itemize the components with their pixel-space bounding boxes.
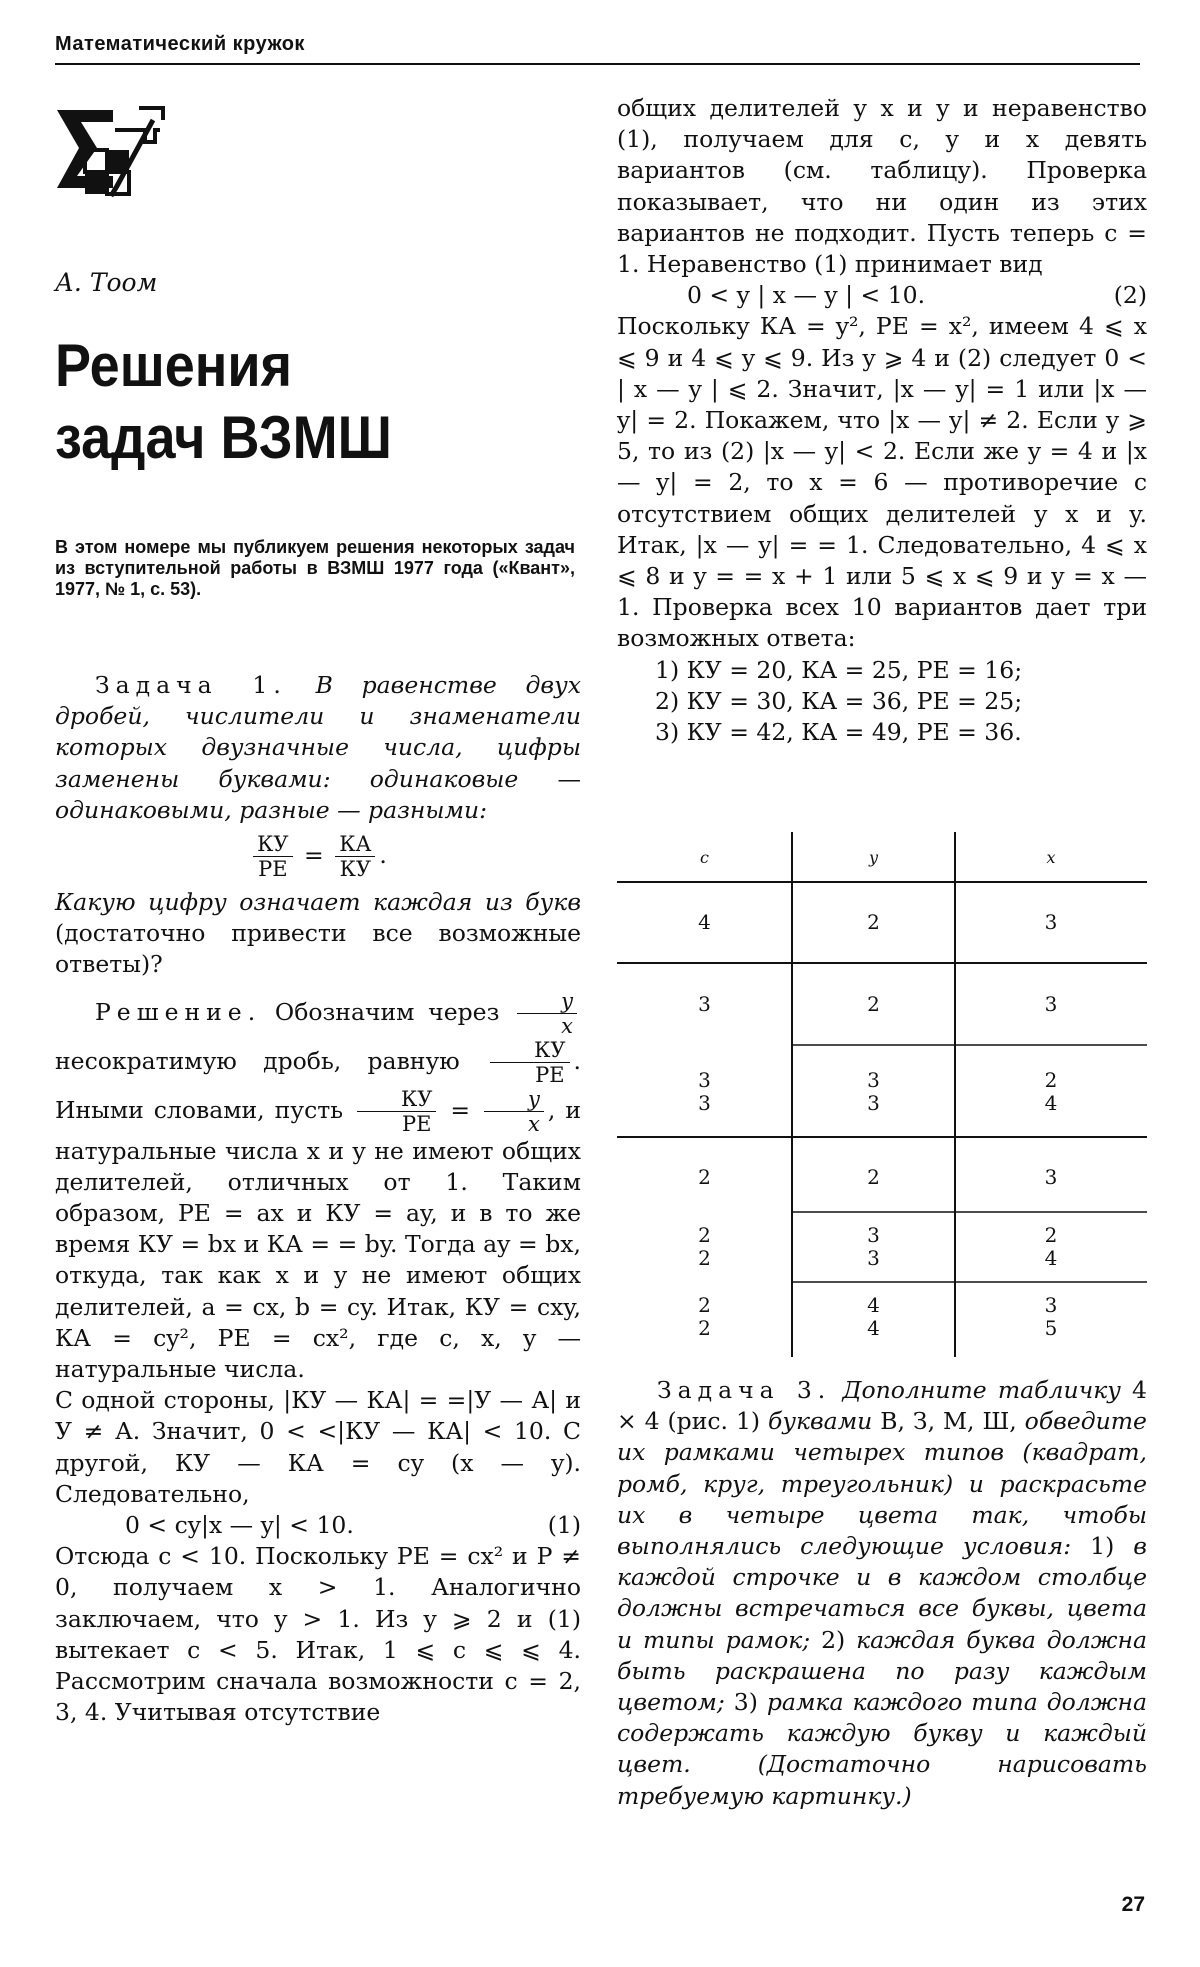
table-cell-c: 3 3 xyxy=(698,1068,711,1115)
author: А. Тоом xyxy=(55,268,158,297)
task1-text: В равенстве двух дробей, числители и знаменатели которых двузначные числа, цифры заменены буквами: одинаковые — одинаковыми, разные — разными: xyxy=(55,671,581,824)
table-cell-c: 4 xyxy=(698,909,711,934)
table-cell-y: 2 xyxy=(867,909,880,934)
task1-equation: КУ РЕ = КА КУ . xyxy=(55,832,581,881)
fraction-ku-re: КУ РЕ xyxy=(253,832,292,881)
equation-1: 0 < cy|x — y| < 10. (1) xyxy=(125,1511,581,1540)
table-header-c: c xyxy=(700,848,709,867)
table-cell-c: 2 2 xyxy=(698,1293,711,1340)
fraction-y-x-2: $\frac{y}{x}$ xyxy=(484,1087,544,1136)
table-cell-y: 4 4 xyxy=(867,1293,880,1340)
section-header: Математический кружок xyxy=(55,33,305,55)
table-cell-x: 2 4 xyxy=(1044,1223,1058,1270)
fraction-y-x: $\frac{y}{x}$ xyxy=(517,989,577,1038)
task1-question: Какую цифру означает каждая из букв (достаточно привести все возможные ответы)? xyxy=(55,888,581,979)
table-cell-c: 3 xyxy=(698,991,711,1016)
fraction-ku-re-3: КУ РЕ xyxy=(357,1087,436,1136)
right-p1: общих делителей у x и y и неравенство (1), получаем для c, y и x девять вариантов (см. таблицу). Проверка показывает, что ни один из этих вариантов не подходит. Пусть теперь c = 1. Неравенство (1) принимает вид xyxy=(617,94,1147,279)
right-column xyxy=(617,93,1147,748)
equation-2: 0 < y | x — y | < 10. (2) xyxy=(687,281,1147,310)
vzmsh-logo-icon xyxy=(55,100,165,200)
table-cell-x: 3 xyxy=(1044,909,1058,934)
table-cell-y: 3 3 xyxy=(867,1223,880,1270)
task1-label: Задача 1. xyxy=(95,671,287,699)
solution-p1: Решение. Обозначим через $\frac{y}{x}$ несократимую дробь, равную КУ РЕ . Иными словами, пусть КУ РЕ = $\frac{y}{x}$ , и натуральные числа x и y не имеют общих делителей, отличных от 1. Таким образом, РЕ = ax и КУ = ay, и в то же время КУ = bx и КА = = by. Тогда ay = bx, откуда, так как x и y не имеют общих делителей, a = cx, b = cy. Итак, КУ = cxy, КА = cy², РЕ = cx², где c, x, y — натуральные числа. xyxy=(55,988,581,1384)
solution-p3: Отсюда c < 10. Поскольку РЕ = cx² и Р ≠ 0, получаем x > 1. Аналогично заключаем, что y > 1. Из y ⩾ 2 и (1) вытекает c < 5. Итак, 1 ⩽ c ⩽ ⩽ 4. Рассмотрим сначала возможности c = 2, 3, 4. Учитывая отсутствие xyxy=(55,1542,581,1727)
answer-1: 1) КУ = 20, КА = 25, РЕ = 16; xyxy=(655,655,1023,684)
solution-p2: С одной стороны, |КУ — КА| = =|У — А| и У ≠ А. Значит, 0 < <|КУ — КА| < 10. С другой, КУ — КА = cy (x — y). Следовательно, xyxy=(55,1386,581,1508)
table-cell-y: 3 3 xyxy=(867,1068,880,1115)
solution-label: Решение. xyxy=(95,997,262,1026)
variants-table xyxy=(617,832,1147,1357)
table-cell-x: 2 4 xyxy=(1044,1068,1058,1115)
title-line-1: Решения xyxy=(55,332,293,399)
title-line-2: задач ВЗМШ xyxy=(55,404,392,471)
table-cell-c: 2 2 xyxy=(698,1223,711,1270)
fraction-ka-ku: КА КУ xyxy=(335,832,375,881)
task3-label: Задача 3. xyxy=(657,1376,832,1404)
article-title xyxy=(55,330,392,474)
table-cell-x: 3 xyxy=(1044,1164,1058,1189)
answer-2: 2) КУ = 30, КА = 36, РЕ = 25; xyxy=(655,686,1023,715)
table-cell-y: 2 xyxy=(867,1164,880,1189)
page-number: 27 xyxy=(1121,1893,1145,1916)
table-cell-c: 2 xyxy=(698,1164,711,1189)
equals-sign: = xyxy=(304,841,324,870)
answer-3: 3) КУ = 42, КА = 49, РЕ = 36. xyxy=(655,718,1022,747)
table-cell-x: 3 5 xyxy=(1044,1293,1058,1340)
table-header-y: y xyxy=(868,848,879,867)
task1-paragraph xyxy=(55,670,581,826)
header-rule xyxy=(55,63,1140,65)
fraction-ku-re-2: КУ РЕ xyxy=(490,1038,569,1087)
intro-paragraph: В этом номере мы публикуем решения некоторых задач из вступительной работы в ВЗМШ 1977 года («Квант», 1977, № 1, с. 53). xyxy=(55,537,575,599)
table-header-x: x xyxy=(1046,848,1056,867)
task3-paragraph: Задача 3. Дополните табличку 4 × 4 (рис. 1) буквами В, З, М, Ш, обведите их рамками четырех типов (квадрат, ромб, круг, треугольник) и раскрасьте их в четыре цвета так, чтобы выполнялись следующие условия: 1) в каждой строчке и в каждом столбце должны встречаться все буквы, цвета и типы рамок; 2) каждая буква должна быть раскрашена по разу каждым цветом; 3) рамка каждого типа должна содержать каждую букву и каждый цвет. (Достаточно нарисовать требуемую картинку.) xyxy=(617,1376,1147,1810)
table-cell-y: 2 xyxy=(867,991,880,1016)
table-cell-x: 3 xyxy=(1044,991,1058,1016)
right-p2: Поскольку КА = y², РЕ = x², имеем 4 ⩽ x ⩽ 9 и 4 ⩽ y ⩽ 9. Из y ⩾ 4 и (2) следует 0 < | x — y | ⩽ 2. Значит, |x — y| = 1 или |x — y| = 2. Покажем, что |x — y| ≠ 2. Если y ⩾ 5, то из (2) |x — y| < 2. Если же y = 4 и |x — y| = 2, то x = 6 — противоречие с отсутствием общих делителей у x и y. Итак, |x — y| = = 1. Следовательно, 4 ⩽ x ⩽ 8 и y = = x + 1 или 5 ⩽ x ⩽ 9 и y = x — 1. Проверка всех 10 вариантов дает три возможных ответа: xyxy=(617,312,1147,653)
left-column xyxy=(55,670,581,1728)
